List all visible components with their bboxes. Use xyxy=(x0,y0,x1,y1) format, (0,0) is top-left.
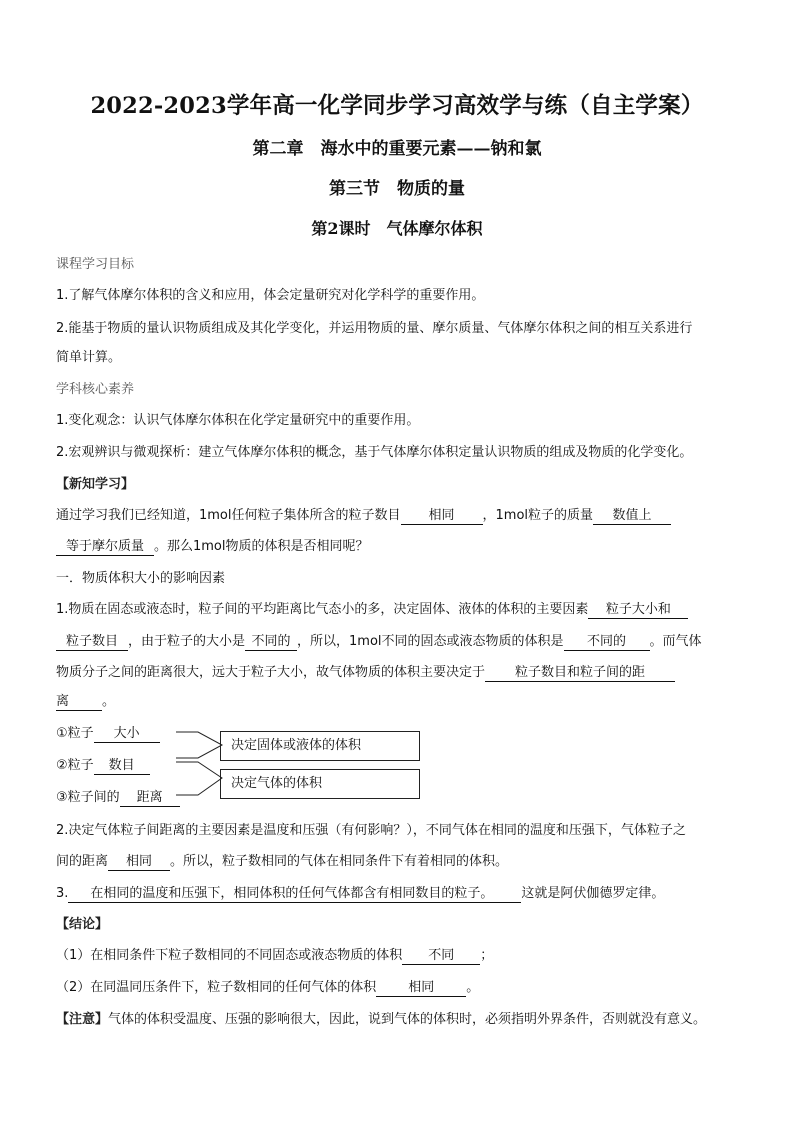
text: 。所以，粒子数相同的气体在相同条件下有着相同的体积。 xyxy=(170,854,509,869)
document-title: 2022-2023学年高一化学同步学习高效学与练（自主学案） xyxy=(90,93,704,119)
goal-item-2-cont: 简单计算。 xyxy=(56,350,122,365)
core-item-2: 2.宏观辨识与微观探析：建立气体摩尔体积的概念，基于气体摩尔体积定量认识物质的组成及物质的化学变化。 xyxy=(56,445,693,460)
answer-blank: 粒子大小和 xyxy=(588,602,688,619)
goal-item-1: 1.了解气体摩尔体积的含义和应用，体会定量研究对化学科学的重要作用。 xyxy=(56,288,485,303)
text: （2）在同温同压条件下，粒子数相同的任何气体的体积 xyxy=(56,980,377,995)
text: 。 xyxy=(466,980,480,995)
note-label: 【注意】 xyxy=(56,1012,109,1027)
core-heading: 学科核心素养 xyxy=(56,382,135,397)
text: 这就是阿伏伽德罗定律。 xyxy=(521,886,665,901)
text: 通过学习我们已经知道，1mol任何粒子集体所含的粒子数目 xyxy=(56,508,401,523)
answer-blank: 大小 xyxy=(94,726,160,743)
answer-blank: 距离 xyxy=(120,790,180,807)
answer-blank: 不同 xyxy=(402,948,480,965)
text: ； xyxy=(480,948,494,963)
goal-item-2: 2.能基于物质的量认识物质组成及其化学变化，并运用物质的量、摩尔质量、气体摩尔体积之间的相互关系进行 xyxy=(56,321,693,336)
text: ②粒子 xyxy=(56,758,94,773)
answer-blank: 不同的 xyxy=(245,634,297,651)
note-text: 气体的体积受温度、压强的影响很大，因此，说到气体的体积时，必须指明外界条件，否则就没有意义。 xyxy=(108,1012,707,1027)
section-heading: 第三节 物质的量 xyxy=(329,179,465,199)
text: ，所以，1mol不同的固态或液态物质的体积是 xyxy=(297,634,564,649)
text: 。而气体 xyxy=(649,634,702,649)
text: 。 xyxy=(102,694,116,709)
text: 物质分子之间的距离很大，远大于粒子大小，故气体物质的体积主要决定于 xyxy=(56,665,486,680)
text: 3. xyxy=(56,886,69,901)
conclusion-item-1 xyxy=(56,947,493,965)
answer-blank: 离 xyxy=(56,694,102,711)
answer-blank: 相同 xyxy=(108,854,170,871)
factors-heading: 一．物质体积大小的影响因素 xyxy=(56,571,226,586)
answer-blank: 等于摩尔质量 xyxy=(56,539,154,556)
text: ，由于粒子的大小是 xyxy=(128,634,246,649)
chapter-heading: 第二章 海水中的重要元素——钠和氯 xyxy=(252,139,542,159)
answer-blank: 相同 xyxy=(376,980,466,997)
factors-para-2: 2.决定气体粒子间距离的主要因素是温度和压强（有何影响？），不同气体在相同的温度和压强下，气体粒子之 xyxy=(56,823,686,838)
text: ③粒子间的 xyxy=(56,790,120,805)
conclusion-item-2 xyxy=(56,979,479,997)
answer-blank: 粒子数目 xyxy=(56,634,128,651)
answer-blank: 在相同的温度和压强下，相同体积的任何气体都含有相同数目的粒子。 xyxy=(68,886,521,903)
note-paragraph xyxy=(56,1011,706,1029)
conclusion-heading: 【结论】 xyxy=(56,917,109,932)
lesson-heading: 第2课时 气体摩尔体积 xyxy=(311,219,483,238)
goals-heading: 课程学习目标 xyxy=(56,257,135,272)
box-solid-liquid-volume: 决定固体或液体的体积 xyxy=(220,731,420,761)
text: ①粒子 xyxy=(56,726,94,741)
text: 1.物质在固态或液态时，粒子间的平均距离比气态小的多，决定固体、液体的体积的主要因素 xyxy=(56,602,589,617)
answer-blank: 数值上 xyxy=(593,508,671,525)
box-gas-volume: 决定气体的体积 xyxy=(220,769,420,799)
text: 。那么1mol物质的体积是否相同呢？ xyxy=(154,539,369,554)
answer-blank: 不同的 xyxy=(564,634,650,651)
text: 间的距离 xyxy=(56,854,109,869)
core-item-1: 1.变化观念：认识气体摩尔体积在化学定量研究中的重要作用。 xyxy=(56,413,420,428)
new-study-heading: 【新知学习】 xyxy=(56,477,135,492)
factors-para-3 xyxy=(56,885,664,903)
answer-blank: 相同 xyxy=(401,508,483,525)
answer-blank: 粒子数目和粒子间的距 xyxy=(485,665,675,682)
factors-para-2-cont xyxy=(56,853,508,871)
text: ，1mol粒子的质量 xyxy=(482,508,594,523)
text: （1）在相同条件下粒子数相同的不同固态或液态物质的体积 xyxy=(56,948,403,963)
answer-blank: 数目 xyxy=(94,758,150,775)
